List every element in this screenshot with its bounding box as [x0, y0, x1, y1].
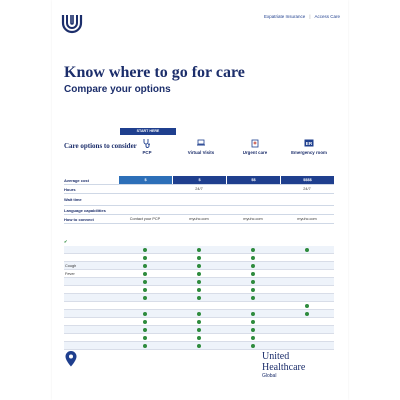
condition-label [64, 342, 118, 349]
check-icon [197, 288, 201, 292]
condition-cell [226, 254, 280, 261]
condition-cell [172, 302, 226, 309]
condition-cell [280, 278, 334, 285]
condition-cell [118, 270, 172, 277]
column-label: Virtual Visits [187, 150, 215, 155]
condition-label [64, 318, 118, 325]
table-cell [226, 185, 280, 193]
table-cell[interactable]: myuhc.com [243, 217, 263, 221]
start-here-tab: START HERE [120, 128, 176, 135]
column-urgent-care [228, 138, 282, 156]
table-cell: Contact your PCP [129, 217, 161, 221]
table-header [64, 128, 334, 156]
condition-cell [118, 318, 172, 325]
condition-cell [172, 334, 226, 341]
table-cell: 24/7 [303, 187, 311, 191]
table-cell: 24/7 [195, 187, 203, 191]
check-icon [197, 336, 201, 340]
table-row [64, 206, 334, 215]
condition-label [64, 286, 118, 293]
row-label: Language capabilities [64, 208, 106, 213]
condition-cell [280, 342, 334, 349]
check-icon [143, 248, 147, 252]
check-icon [197, 328, 201, 332]
check-icon [251, 296, 255, 300]
table-cell: $$ [226, 176, 280, 184]
condition-label [64, 302, 118, 309]
condition-label: Cough [65, 264, 77, 268]
top-nav: Expatriate Insurance | Access Care [264, 14, 340, 19]
check-icon [251, 288, 255, 292]
check-icon [143, 312, 147, 316]
table-row [64, 215, 334, 224]
page-title: Know where to go for care [64, 64, 245, 81]
check-icon [251, 256, 255, 260]
table-cell [280, 206, 334, 214]
check-icon [143, 344, 147, 348]
table-cell: $ [172, 176, 226, 184]
column-virtual-visits [174, 138, 228, 156]
condition-cell [172, 310, 226, 317]
conditions-table [64, 246, 334, 350]
condition-row [64, 286, 334, 294]
brand-line-2: Healthcare [262, 362, 306, 373]
condition-cell [118, 286, 172, 293]
check-icon [143, 280, 147, 284]
condition-cell [280, 302, 334, 309]
check-icon [197, 248, 201, 252]
check-icon [251, 272, 255, 276]
check-icon [197, 264, 201, 268]
condition-cell [280, 334, 334, 341]
condition-row [64, 254, 334, 262]
condition-row [64, 334, 334, 342]
check-icon [251, 320, 255, 324]
table-cell: $ [118, 176, 172, 184]
check-icon [305, 248, 309, 252]
condition-cell [118, 334, 172, 341]
er-sign-icon [304, 138, 314, 148]
care-options-heading: Care options to consider [64, 142, 137, 150]
brand-logo-icon [60, 12, 84, 36]
table-cell [226, 206, 280, 214]
condition-row [64, 294, 334, 302]
nav-link-access-care[interactable]: Access Care [314, 14, 340, 19]
condition-label [64, 294, 118, 301]
condition-cell [118, 246, 172, 253]
condition-cell [280, 286, 334, 293]
column-label: Emergency room [291, 150, 327, 155]
check-icon [197, 312, 201, 316]
recommendation-legend [64, 239, 68, 244]
condition-cell [172, 254, 226, 261]
condition-cell [118, 262, 172, 269]
condition-cell [226, 334, 280, 341]
check-icon [251, 264, 255, 268]
condition-cell [226, 342, 280, 349]
check-icon [305, 304, 309, 308]
table-cell[interactable]: myuhc.com [189, 217, 209, 221]
table-cell [118, 194, 172, 205]
condition-cell [226, 294, 280, 301]
row-label: Average cost [64, 178, 89, 183]
condition-row [64, 318, 334, 326]
condition-cell [172, 294, 226, 301]
condition-cell [118, 294, 172, 301]
brand-line-3: Global [262, 373, 277, 379]
condition-row [64, 342, 334, 350]
condition-cell [280, 262, 334, 269]
condition-cell [172, 246, 226, 253]
condition-cell [226, 270, 280, 277]
check-icon [143, 296, 147, 300]
condition-cell [172, 318, 226, 325]
laptop-icon [196, 138, 206, 148]
condition-cell [226, 246, 280, 253]
condition-cell [172, 262, 226, 269]
check-icon [251, 328, 255, 332]
check-icon [251, 336, 255, 340]
condition-label [64, 326, 118, 333]
condition-cell [226, 326, 280, 333]
stethoscope-icon [142, 138, 152, 148]
check-icon [143, 272, 147, 276]
row-label: How to connect [64, 217, 94, 222]
table-cell [118, 206, 172, 214]
check-icon [197, 344, 201, 348]
row-label: Wait time [64, 197, 82, 202]
condition-cell [226, 310, 280, 317]
check-icon [197, 320, 201, 324]
condition-cell [280, 326, 334, 333]
table-row [64, 185, 334, 194]
table-cell [226, 194, 280, 205]
condition-cell [226, 278, 280, 285]
table-cell [118, 185, 172, 193]
check-icon [251, 280, 255, 284]
condition-cell [172, 270, 226, 277]
condition-cell [172, 278, 226, 285]
condition-label [64, 310, 118, 317]
check-icon [251, 248, 255, 252]
check-icon [143, 336, 147, 340]
condition-label [64, 254, 118, 261]
condition-cell [118, 278, 172, 285]
condition-label [64, 334, 118, 341]
column-label: Urgent care [242, 150, 268, 155]
map-pin-icon [64, 350, 78, 368]
check-icon [197, 256, 201, 260]
table-cell [172, 206, 226, 214]
condition-cell [172, 342, 226, 349]
table-cell [172, 194, 226, 205]
condition-cell [118, 254, 172, 261]
table-row [64, 176, 334, 185]
column-label: PCP [142, 150, 152, 155]
condition-cell [226, 286, 280, 293]
check-icon [251, 344, 255, 348]
check-icon [143, 320, 147, 324]
condition-label [64, 246, 118, 253]
condition-cell [280, 254, 334, 261]
column-emergency-room [282, 138, 336, 156]
column-pcp [120, 138, 174, 156]
check-icon [197, 272, 201, 276]
condition-cell [280, 246, 334, 253]
condition-cell [172, 286, 226, 293]
condition-row [64, 326, 334, 334]
row-label: Hours [64, 187, 76, 192]
table-cell[interactable]: myuhc.com [297, 217, 317, 221]
brand-wordmark [262, 352, 342, 379]
condition-cell [172, 326, 226, 333]
condition-row [64, 246, 334, 254]
check-icon [143, 256, 147, 260]
brand-line-1: United [262, 351, 290, 362]
condition-row [64, 310, 334, 318]
condition-cell [226, 318, 280, 325]
condition-label: Fever [65, 272, 75, 276]
condition-cell [280, 310, 334, 317]
condition-row [64, 270, 334, 278]
condition-row [64, 278, 334, 286]
section-subtitle: Compare your options [64, 84, 171, 95]
condition-cell [280, 294, 334, 301]
check-icon [251, 312, 255, 316]
check-icon [143, 264, 147, 268]
check-icon [143, 288, 147, 292]
check-icon: ✔ [64, 239, 68, 244]
medical-building-icon [250, 138, 260, 148]
comparison-table [64, 176, 334, 224]
condition-row [64, 302, 334, 310]
condition-cell [226, 262, 280, 269]
check-icon [143, 328, 147, 332]
table-cell [280, 194, 334, 205]
condition-cell [280, 318, 334, 325]
document-page [52, 0, 348, 400]
condition-label [64, 278, 118, 285]
condition-cell [226, 302, 280, 309]
condition-cell [118, 310, 172, 317]
condition-row [64, 262, 334, 270]
table-cell: $$$$ [280, 176, 334, 184]
table-row [64, 194, 334, 206]
condition-cell [118, 326, 172, 333]
check-icon [197, 296, 201, 300]
condition-cell [118, 342, 172, 349]
check-icon [197, 280, 201, 284]
check-icon [305, 312, 309, 316]
svg-text:ER: ER [305, 140, 313, 146]
condition-cell [280, 270, 334, 277]
nav-link-expatriate[interactable]: Expatriate Insurance [264, 14, 306, 19]
condition-cell [118, 302, 172, 309]
